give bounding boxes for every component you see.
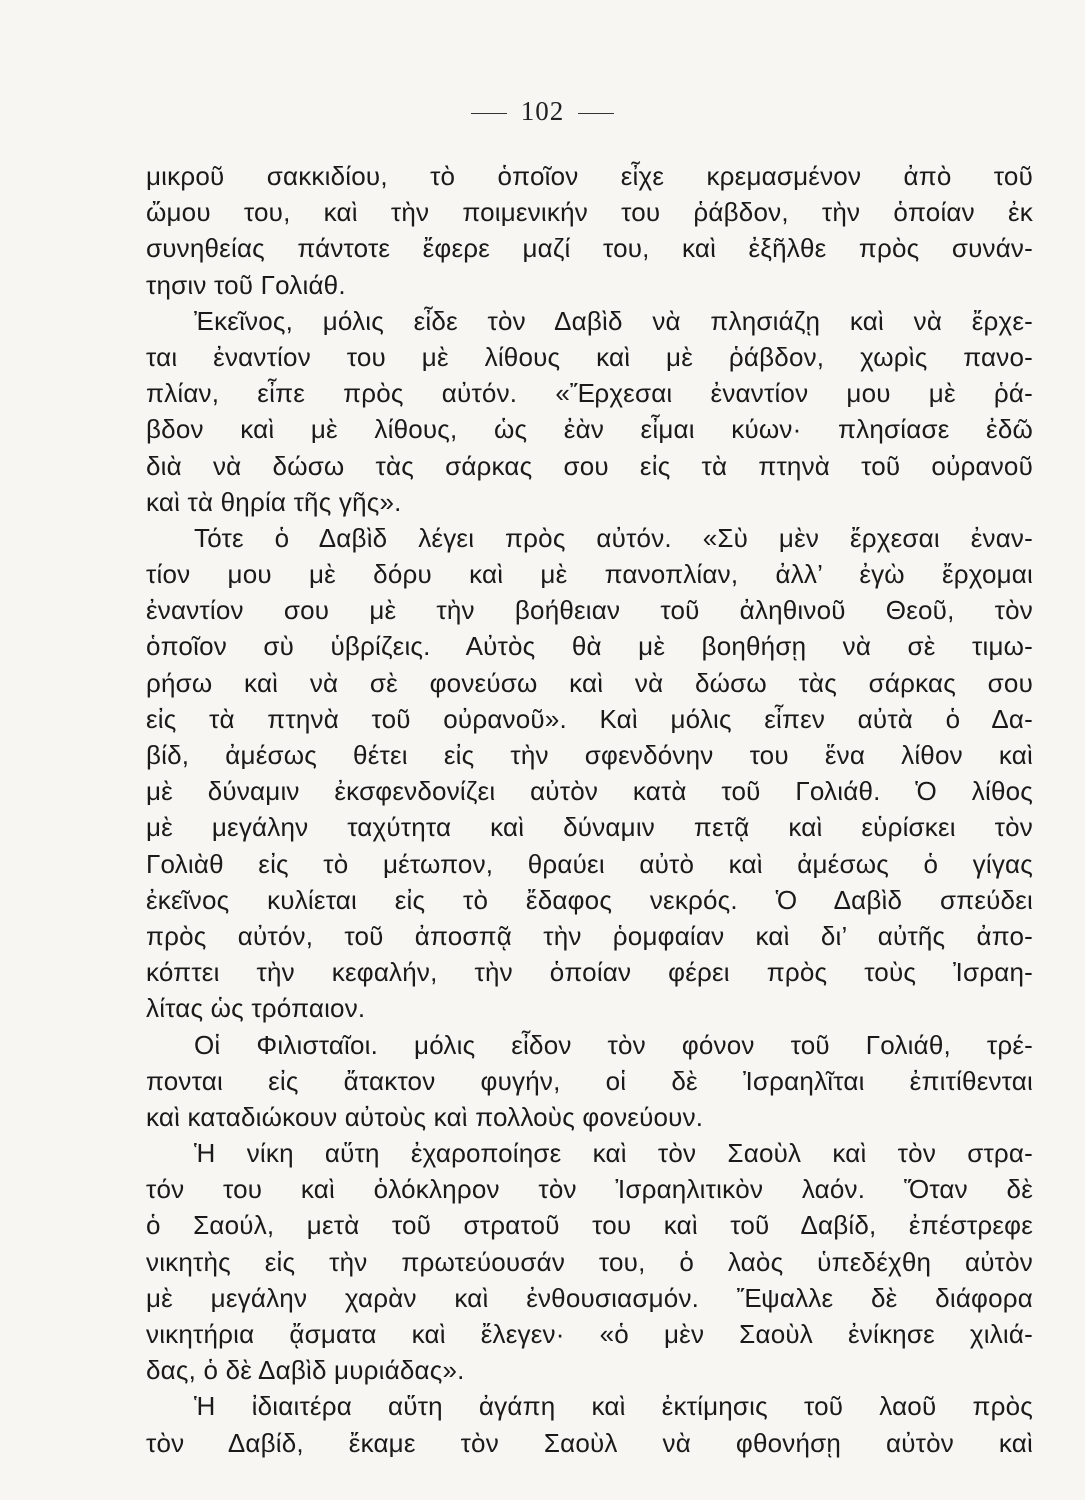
text-line: συνηθείας πάντοτε ἔφερε μαζί του, καὶ ἐξῆλθε πρὸς συνάν- xyxy=(146,233,1033,264)
text-line: Γολιὰθ εἰς τὸ μέτωπον, θραύει αὐτὸ καὶ ἀμέσως ὁ γίγας xyxy=(146,848,1033,879)
text-line: νικητὴς εἰς τὴν πρωτεύουσάν του, ὁ λαὸς ὑπεδέχθη αὐτὸν xyxy=(146,1246,1033,1277)
text-line: Ἡ νίκη αὕτη ἐχαροποίησε καὶ τὸν Σαοὺλ καὶ τὸν στρα- xyxy=(194,1138,1033,1169)
text-line: καὶ τὰ θηρία τῆς γῆς». xyxy=(146,486,402,517)
left-dash xyxy=(471,113,507,114)
text-line: βίδ, ἀμέσως θέτει εἰς τὴν σφενδόνην του ἕνα λίθον καὶ xyxy=(146,740,1033,770)
text-line: λίτας ὡς τρόπαιον. xyxy=(146,993,366,1024)
text-line: ται ἐναντίον του μὲ λίθους καὶ μὲ ῥάβδον, χωρὶς πανο- xyxy=(146,341,1033,372)
text-line: πονται εἰς ἄτακτον φυγήν, οἱ δὲ Ἰσραηλῖται ἐπιτίθενται xyxy=(146,1065,1033,1096)
text-line: ὤμου του, καὶ τὴν ποιμενικήν του ῥάβδον, τὴν ὁποίαν ἐκ xyxy=(146,197,1033,228)
page-number-value: 102 xyxy=(520,96,565,126)
body-text xyxy=(146,158,1033,1461)
text-line: τίον μου μὲ δόρυ καὶ μὲ πανοπλίαν, ἀλλ’ ἐγὼ ἔρχομαι xyxy=(146,559,1033,590)
text-line: ρήσω καὶ νὰ σὲ φονεύσω καὶ νὰ δώσω τὰς σάρκας σου xyxy=(146,667,1033,698)
text-line: Τότε ὁ Δαβὶδ λέγει πρὸς αὐτόν. «Σὺ μὲν ἔρχεσαι ἐναν- xyxy=(194,522,1033,553)
text-line: μὲ μεγάλην χαρὰν καὶ ἐνθουσιασμόν. Ἔψαλλε δὲ διάφορα xyxy=(146,1282,1033,1313)
text-line: νικητήρια ᾄσματα καὶ ἔλεγεν· «ὁ μὲν Σαοὺλ ἐνίκησε χιλιά- xyxy=(146,1319,1033,1349)
text-line: δας, ὁ δὲ Δαβὶδ μυριάδας». xyxy=(146,1355,465,1386)
text-line: βδον καὶ μὲ λίθους, ὡς ἐὰν εἶμαι κύων· πλησίασε ἐδῶ xyxy=(146,414,1033,445)
text-line: τὸν Δαβίδ, ἔκαμε τὸν Σαοὺλ νὰ φθονήσῃ αὐτὸν καὶ xyxy=(146,1427,1033,1458)
text-line: ἐκεῖνος κυλίεται εἰς τὸ ἔδαφος νεκρός. Ὁ Δαβὶδ σπεύδει xyxy=(146,884,1033,915)
text-line: Οἱ Φιλισταῖοι. μόλις εἶδον τὸν φόνον τοῦ Γολιάθ, τρέ- xyxy=(194,1029,1033,1060)
text-line: κόπτει τὴν κεφαλήν, τὴν ὁποίαν φέρει πρὸς τοὺς Ἰσραη- xyxy=(146,957,1033,988)
text-line: Ἡ ἰδιαιτέρα αὕτη ἀγάπη καὶ ἐκτίμησις τοῦ λαοῦ πρὸς xyxy=(194,1391,1033,1422)
right-dash xyxy=(578,113,614,114)
page-number xyxy=(0,96,1085,127)
text-line: εἰς τὰ πτηνὰ τοῦ οὐρανοῦ». Καὶ μόλις εἶπεν αὐτὰ ὁ Δα- xyxy=(146,703,1033,734)
text-line: ἐναντίον σου μὲ τὴν βοήθειαν τοῦ ἀληθινοῦ Θεοῦ, τὸν xyxy=(146,595,1033,626)
text-line: Ἐκεῖνος, μόλις εἶδε τὸν Δαβὶδ νὰ πλησιάζῃ καὶ νὰ ἔρχε- xyxy=(194,305,1033,336)
text-line: μικροῦ σακκιδίου, τὸ ὁποῖον εἶχε κρεμασμένον ἀπὸ τοῦ xyxy=(146,161,1033,191)
text-line: καὶ καταδιώκουν αὐτοὺς καὶ πολλοὺς φονεύουν. xyxy=(146,1101,704,1132)
text-line: πλίαν, εἶπε πρὸς αὐτόν. «Ἔρχεσαι ἐναντίον μου μὲ ῥά- xyxy=(146,378,1033,409)
text-line: διὰ νὰ δώσω τὰς σάρκας σου εἰς τὰ πτηνὰ τοῦ οὐρανοῦ xyxy=(146,450,1033,481)
text-line: πρὸς αὐτόν, τοῦ ἀποσπᾷ τὴν ῥομφαίαν καὶ δι’ αὐτῆς ἀπο- xyxy=(146,920,1033,951)
text-line: ὁποῖον σὺ ὑβρίζεις. Αὐτὸς θὰ μὲ βοηθήσῃ νὰ σὲ τιμω- xyxy=(146,631,1033,662)
text-line: ὁ Σαούλ, μετὰ τοῦ στρατοῦ του καὶ τοῦ Δαβίδ, ἐπέστρεφε xyxy=(146,1210,1033,1241)
text-line: μὲ μεγάλην ταχύτητα καὶ δύναμιν πετᾷ καὶ εὑρίσκει τὸν xyxy=(146,812,1033,843)
text-line: τόν του καὶ ὁλόκληρον τὸν Ἰσραηλιτικὸν λαόν. Ὅταν δὲ xyxy=(146,1174,1033,1205)
text-line: τησιν τοῦ Γολιάθ. xyxy=(146,269,346,300)
text-line: μὲ δύναμιν ἐκσφενδονίζει αὐτὸν κατὰ τοῦ Γολιάθ. Ὁ λίθος xyxy=(146,776,1033,807)
